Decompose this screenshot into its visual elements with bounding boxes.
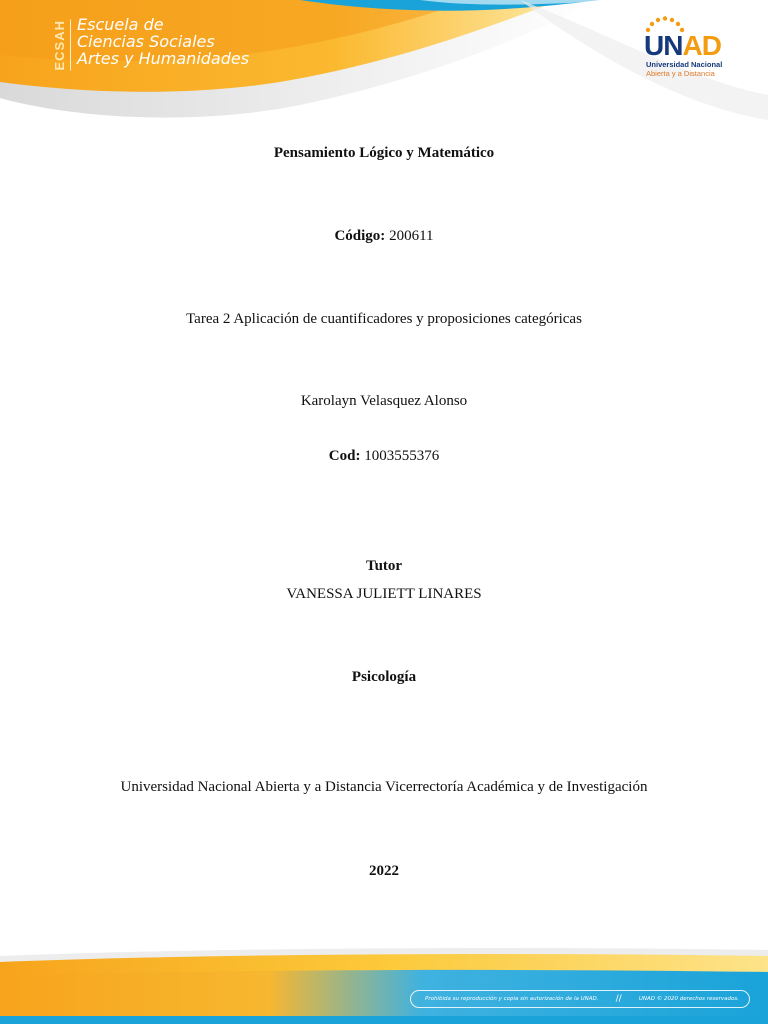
- faculty-name: [77, 16, 249, 67]
- faculty-name-line-3: Artes y Humanidades: [77, 49, 250, 68]
- logo-subtitle-1: Universidad Nacional: [646, 60, 723, 69]
- course-title: Pensamiento Lógico y Matemático: [273, 145, 495, 161]
- footer-copyright: UNAD © 2020 derechos reservados.: [638, 996, 739, 1002]
- footer-separator: //: [615, 994, 622, 1004]
- student-code-label: Cod:: [328, 448, 361, 464]
- faculty-name-line-2: Ciencias Sociales: [77, 32, 215, 51]
- course-code-value: 200611: [389, 228, 434, 244]
- institution-name: Universidad Nacional Abierta y a Distancia Vicerrectoría Académica y de Investigación: [120, 779, 648, 795]
- student-code-value: 1003555376: [364, 448, 440, 464]
- student-name: Karolayn Velasquez Alonso: [300, 393, 468, 409]
- course-code: [0, 227, 768, 245]
- unad-logo: [640, 16, 730, 80]
- faculty-name-line-1: Escuela de: [77, 15, 164, 34]
- footer-banner: [0, 946, 768, 1024]
- tutor-label: Tutor: [365, 558, 403, 574]
- logo-wordmark: UNAD: [644, 30, 721, 61]
- program-name: Psicología: [351, 669, 417, 685]
- footer-copyright-notice: [410, 990, 750, 1008]
- faculty-acronym: ECSAH: [52, 20, 71, 71]
- course-code-label: Código:: [334, 228, 386, 244]
- assignment-title: Tarea 2 Aplicación de cuantificadores y proposiciones categóricas: [186, 311, 582, 327]
- document-year: 2022: [369, 863, 399, 879]
- tutor-name: VANESSA JULIETT LINARES: [286, 586, 482, 602]
- footer-notice: Prohibida su reproducción y copia sin autorización de la UNAD.: [425, 996, 599, 1002]
- student-code: [0, 447, 768, 465]
- faculty-branding: [52, 16, 249, 71]
- logo-subtitle-2: Abierta y a Distancia: [646, 69, 715, 78]
